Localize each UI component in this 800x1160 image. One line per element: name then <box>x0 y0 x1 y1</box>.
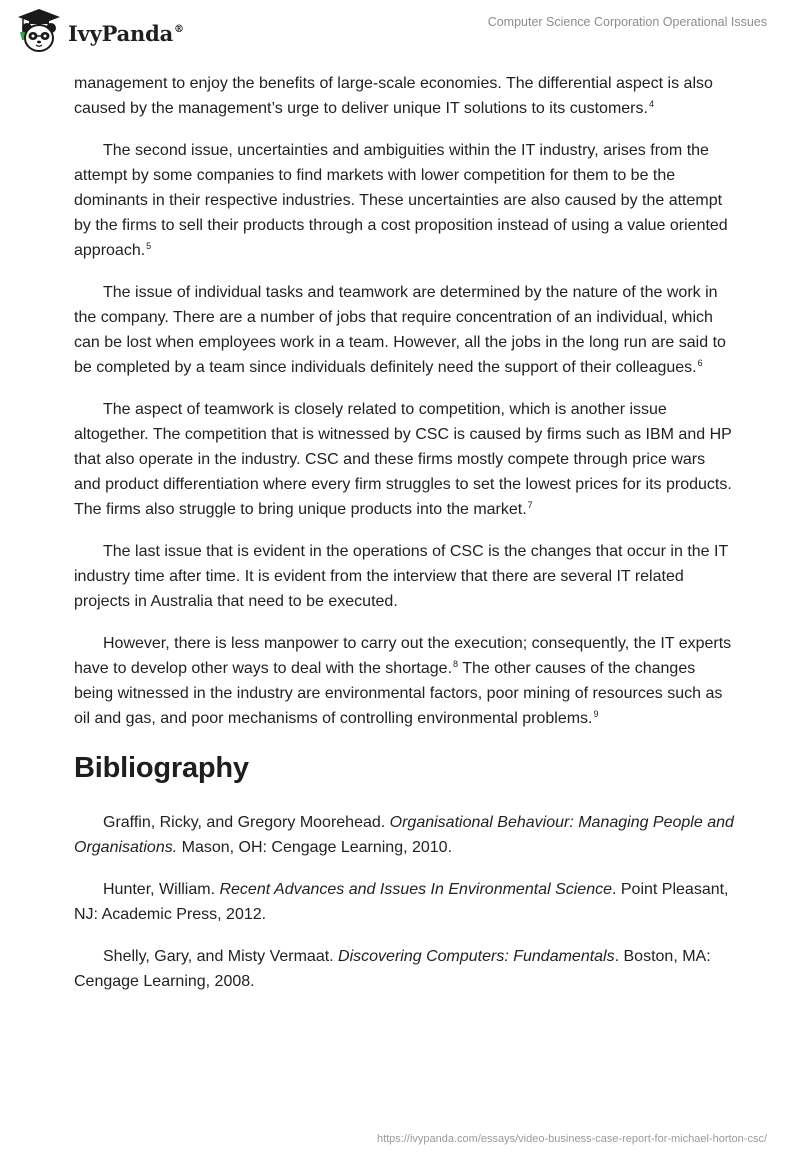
paragraph: However, there is less manpower to carry out the execution; consequently, the IT experts have to develop other ways to deal with the shortage.$^8$ The other causes of the changes being witnessed in the industry are environmental factors, poor mining of resources such as oil and gas, and poor mechanisms of controlling environmental problems.$^9$ <box>74 635 732 727</box>
bibliography-entry: Graffin, Ricky, and Gregory Moorehead. Organisational Behaviour: Managing People and Organisations. Mason, OH: Cengage Learning, 2010. <box>74 814 734 856</box>
footnote-ref[interactable]: 7 <box>527 500 533 510</box>
brand-name: IvyPanda® <box>68 20 184 46</box>
paragraph: The issue of individual tasks and teamwork are determined by the nature of the work in the company. There are a number of jobs that require concentration of an individual, which can be lost when employees work in a team. However, all the jobs in the long run are said to be completed by a team since individuals definitely need the support of their colleagues.$^6$ <box>74 284 726 376</box>
panda-graduate-icon <box>14 6 64 56</box>
bibliography-heading: Bibliography <box>74 752 249 784</box>
footnote-ref[interactable]: 6 <box>697 358 703 368</box>
paragraph: The last issue that is evident in the operations of CSC is the changes that occur in the IT industry time after time. It is evident from the interview that there are several IT related projects in Australia that need to be executed. <box>74 543 728 610</box>
footnote-ref[interactable]: 4 <box>648 99 654 109</box>
bibliography-entry: Shelly, Gary, and Misty Vermaat. Discovering Computers: Fundamentals. Boston, MA: Cengage Learning, 2008. <box>74 948 711 990</box>
essay-body <box>74 71 734 1011</box>
footnote-ref[interactable]: 9 <box>593 709 599 719</box>
document-title: Computer Science Corporation Operational Issues <box>487 15 767 29</box>
footnote-ref[interactable]: 5 <box>146 241 152 251</box>
paragraph: management to enjoy the benefits of large-scale economies. The differential aspect is also caused by the management’s urge to deliver unique IT solutions to its customers.$^4$ <box>74 75 713 117</box>
page-header <box>0 0 800 70</box>
footnote-ref[interactable]: 8 <box>453 659 459 669</box>
source-url[interactable]: https://ivypanda.com/essays/video-business-case-report-for-michael-horton-csc/ <box>376 1133 767 1145</box>
paragraph: The second issue, uncertainties and ambiguities within the IT industry, arises from the attempt by some companies to find markets with lower competition for them to be the dominants in their respective industries. These uncertainties are also caused by the attempt by the firms to sell their products through a cost proposition instead of using a value oriented approach.$^5$ <box>74 142 728 259</box>
ivypanda-logo[interactable] <box>14 6 184 56</box>
bibliography-entry: Hunter, William. Recent Advances and Issues In Environmental Science. Point Pleasant, NJ: Academic Press, 2012. <box>74 881 729 923</box>
paragraph: The aspect of teamwork is closely related to competition, which is another issue altogether. The competition that is witnessed by CSC is caused by firms such as IBM and HP that also operate in the industry. CSC and these firms mostly compete through price wars and product differentiation where every firm struggles to set the lowest prices for its products. The firms also struggle to bring unique products into the market.$^7$ <box>74 401 732 518</box>
